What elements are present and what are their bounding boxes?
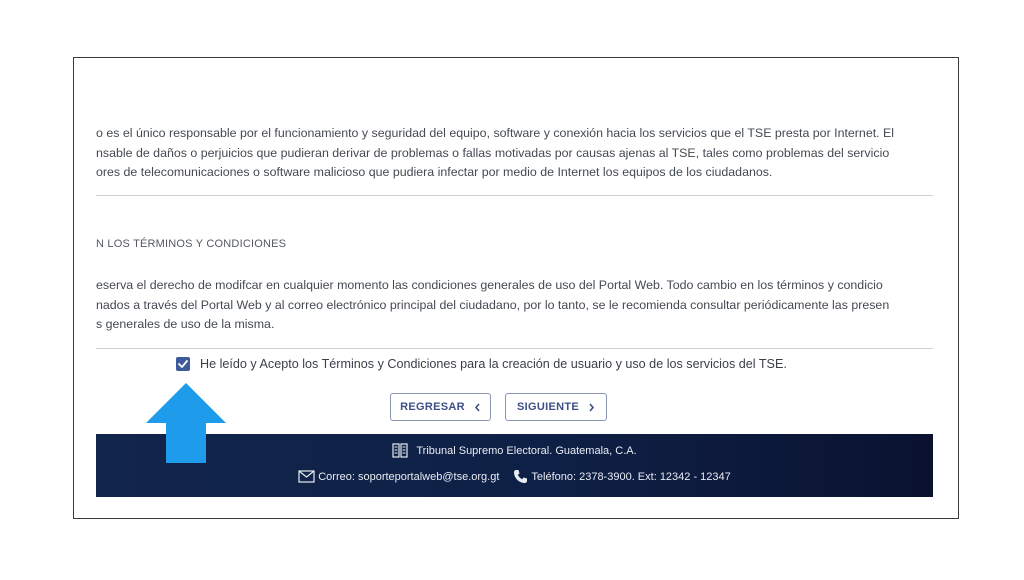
- responsibility-paragraph: [96, 124, 933, 183]
- next-button-label: SIGUIENTE: [517, 401, 579, 413]
- check-icon: [178, 360, 188, 368]
- paragraph-line: nados a través del Portal Web y al correo electrónico principal del ciudadano, por lo tanto, se le recomienda consultar periódicamente las presen: [96, 297, 890, 312]
- paragraph-line: o es el único responsable por el funcionamiento y seguridad del equipo, software y conexión hacia los servicios que el TSE presta por Internet. El: [96, 126, 895, 140]
- paragraph-line: ores de telecomunicaciones o software malicioso que pudiera infectar por medio de Internet los equipos de los ciudadanos.: [96, 165, 773, 179]
- paragraph-line: nsable de daños o perjuicios que pudieran derivar de problemas o fallas motivadas por causas ajenas al TSE, tales como problemas del servicio: [96, 145, 890, 160]
- building-icon: [392, 443, 408, 458]
- back-button[interactable]: [390, 393, 491, 421]
- back-button-label: REGRESAR: [400, 401, 465, 413]
- divider: [96, 348, 933, 349]
- email-link[interactable]: Correo: soporteportalweb@tse.org.gt: [318, 470, 500, 483]
- terms-acceptance[interactable]: [176, 355, 787, 373]
- changes-paragraph: [96, 276, 933, 335]
- accept-terms-label[interactable]: He leído y Acepto los Términos y Condiciones para la creación de usuario y uso de los servicios del TSE.: [200, 357, 787, 371]
- chevron-right-icon: [588, 403, 595, 412]
- mail-icon: [298, 470, 315, 483]
- paragraph-line: eserva el derecho de modifcar en cualquier momento las condiciones generales de uso del Portal Web. Todo cambio en los términos y condicio: [96, 278, 883, 292]
- screenshot-frame: [73, 57, 959, 519]
- next-button[interactable]: [505, 393, 607, 421]
- phone-icon: [513, 469, 528, 484]
- arrow-up-icon: [144, 381, 228, 465]
- organization-text: Tribunal Supremo Electoral. Guatemala, C.A.: [416, 444, 637, 457]
- footer-contact: [96, 469, 933, 484]
- divider: [96, 195, 933, 196]
- phone-text: Teléfono: 2378-3900. Ext: 12342 - 12347: [531, 470, 731, 483]
- accept-terms-checkbox[interactable]: [176, 357, 190, 371]
- chevron-left-icon: [474, 403, 481, 412]
- paragraph-line: s generales de uso de la misma.: [96, 317, 275, 331]
- section-heading: N LOS TÉRMINOS Y CONDICIONES: [96, 238, 287, 250]
